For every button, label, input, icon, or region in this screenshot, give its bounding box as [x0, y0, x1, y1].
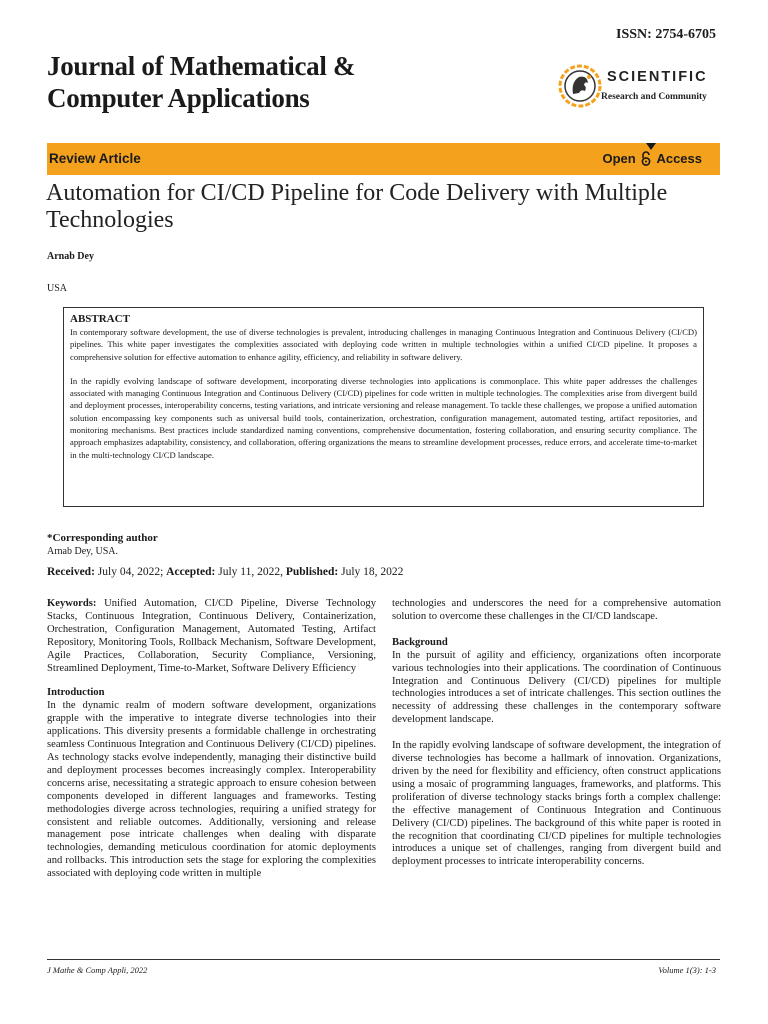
introduction-text: In the dynamic realm of modern software development, organizations grapple with the imperative to integrate diverse technologies into their applications. This diversity presents a formidable challenge in orchestrating seamless Continuous Integration and Continuous Delivery (CI/CD) pipelines. As technology stacks evolve independently, managing their distinctive build and deployment processes becomes increasingly complex. Interoperability concerns arise, necessitating a strategic approach to ensure cohesion between components developed in different languages and frameworks. Testing methodologies diverge across technologies, requiring a unified strategy for consistent and reliable outcomes. Additionally, versioning and release management pose intricate challenges when dealing with disparate technologies, demanding meticulous coordination for atomic deployments and rollbacks. This introduction sets the stage for exploring the complexities associated with deploying code written in multiple [47, 700, 376, 880]
author-name: Arnab Dey [47, 251, 94, 262]
article-type-band [47, 143, 720, 175]
journal-title: Journal of Mathematical & Computer Applications [47, 51, 356, 113]
publisher-emblem-icon [557, 58, 603, 114]
publication-dates [47, 566, 403, 578]
open-access-post: Access [656, 151, 702, 166]
footer-volume: Volume 1(3): 1-3 [658, 965, 716, 975]
background-heading: Background [392, 636, 448, 648]
abstract-paragraph-1: In contemporary software development, the use of diverse technologies is prevalent, introducing challenges in managing Continuous Integration and Continuous Delivery (CI/CD) pipelines. This white paper investigates the complexities associated with deploying code written in multiple technologies within a unified CI/CD pipeline. It proposes a comprehensive solution for effective automation to enhance agility, efficiency, and reliability in software delivery. [70, 327, 697, 362]
open-access-badge [602, 151, 702, 166]
right-column [392, 598, 721, 869]
article-type: Review Article [49, 151, 141, 166]
introduction-heading: Introduction [47, 687, 105, 699]
accepted-date: July 11, 2022, [218, 566, 283, 578]
article-title: Automation for CI/CD Pipeline for Code Delivery with Multiple Technologies [46, 180, 668, 233]
received-label: Received: [47, 566, 95, 578]
corresponding-author-heading: *Corresponding author [47, 532, 158, 544]
footer-divider [47, 959, 720, 960]
corresponding-author-name: Arnab Dey, USA. [47, 546, 119, 557]
abstract-box [63, 307, 704, 507]
pointer-marker-icon [646, 143, 656, 150]
keywords-label: Keywords: [47, 598, 97, 609]
published-label: Published: [285, 566, 339, 578]
background-paragraph-1: In the pursuit of agility and efficiency, organizations often incorporate various technologies into their applications. The coordination of Continuous Integration and Continuous Delivery (CI/CD) pipelines for multiple technologies introduces a set of intricate challenges. This section outlines the necessity of addressing these challenges in the contemporary software development landscape. [392, 649, 721, 726]
keywords [47, 598, 376, 675]
open-lock-icon [640, 151, 652, 166]
footer-citation: J Mathe & Comp Appli, 2022 [47, 965, 148, 975]
received-date: July 04, 2022; [97, 566, 164, 578]
abstract-heading: ABSTRACT [70, 313, 130, 325]
background-paragraph-2: In the rapidly evolving landscape of software development, the integration of diverse technologies has become a hallmark of innovation. Organizations, driven by the need for flexibility and efficiency, often construct applications using a mosaic of programming languages, frameworks, and platforms. This proliferation of diverse technology stacks brings forth a complex challenge: the effective management of Continuous Integration and Continuous Delivery (CI/CD) pipelines. The background of this white paper is rooted in the recognition that coordinating CI/CD pipelines for multiple technologies introduces a unique set of challenges, ranging from divergent build and deployment processes to intricate interoperability concerns. [392, 740, 721, 868]
accepted-label: Accepted: [166, 566, 216, 578]
logo-tagline: Research and Community [601, 92, 707, 102]
author-affiliation: USA [47, 283, 68, 294]
published-date: July 18, 2022 [341, 566, 404, 578]
publisher-logo [557, 58, 727, 114]
introduction-text-continued: technologies and underscores the need for a comprehensive automation solution to overcome these challenges in the CI/CD landscape. [392, 598, 721, 622]
left-column [47, 598, 376, 881]
logo-wordmark: SCIENTIFIC [607, 69, 708, 85]
open-access-pre: Open [602, 151, 636, 166]
abstract-paragraph-2: In the rapidly evolving landscape of software development, incorporating diverse technologies into applications is commonplace. This white paper addresses the challenges associated with managing Continuous Integration and Continuous Delivery (CI/CD) pipelines for code written in multiple technologies. The complexities arise from divergent build and deployment processes, interoperability concerns, testing variations, and intricate versioning and release management. To tackle these challenges, we propose a unified automation solution encompassing key components such as universal build tools, containerization, orchestration, configuration management, automated testing, artifact repositories, and monitoring mechanisms. Best practices include standardized naming conventions, comprehensive documentation, fostering collaboration, and ensuring security compliance. The approach emphasizes adaptability, consistency, and collaboration, offering organizations the means to streamline development processes, reduce errors, and accelerate time-to-market in the multi-technology CI/CD landscape. [70, 375, 697, 460]
keywords-text: Unified Automation, CI/CD Pipeline, Diverse Technology Stacks, Continuous Integration, Continuous Delivery, Containerization, Orchestration, Configuration Management, Automated Testing, Artifact Repository, Monitoring Tools, Rollback Mechanism, Software Development, Agile Practices, Collaboration, Security Compliance, Versioning, Streamlined Deployment, Time-to-Market, Software Delivery Efficiency [47, 598, 376, 674]
issn: ISSN: 2754-6705 [616, 27, 716, 42]
